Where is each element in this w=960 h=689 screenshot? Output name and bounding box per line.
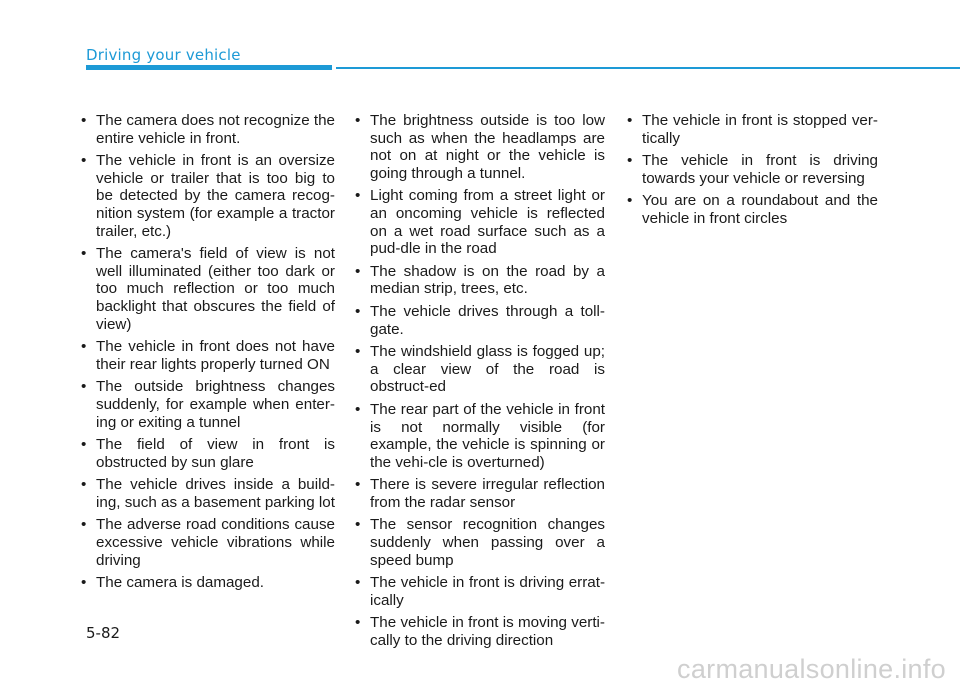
page-number: 5-82 [86,624,121,642]
bullet-dot-icon: • [81,378,87,396]
list-item [78,574,335,592]
bullet-dot-icon: • [355,574,361,592]
list-item [352,187,605,257]
bullet-dot-icon: • [355,400,361,418]
list-item [352,516,605,569]
list-item-text: The adverse road conditions cause excessive vehicle vibrations while driving [96,516,335,569]
list-item [78,516,335,569]
list-item [78,378,335,431]
list-item-text: The vehicle in front is an oversize vehicle or trailer that is too big to be detected by the camera recog-nition system (for example a tractor trailer, etc.) [96,152,335,240]
list-item-text: The outside brightness changes suddenly, for example when enter-ing or exiting a tunnel [96,378,335,431]
bullet-dot-icon: • [81,436,87,454]
list-item-text: The vehicle in front does not have their rear lights properly turned ON [96,338,335,373]
list-item-text: The shadow is on the road by a median strip, trees, etc. [370,262,605,298]
bullet-dot-icon: • [81,574,87,592]
list-item [624,152,878,187]
header-rule-thick [86,65,332,70]
watermark-text: carmanualsonline.info [677,654,946,684]
bullet-dot-icon: • [355,262,361,280]
list-item-text: Light coming from a street light or an oncoming vehicle is reflected on a wet road surface such as a pud-dle in the road [370,187,605,258]
list-item-text: The windshield glass is fogged up; a clear view of the road is obstruct-ed [370,343,605,396]
bullet-dot-icon: • [81,112,87,129]
list-item-text: The vehicle drives through a toll-gate. [370,302,605,338]
bullet-column-2 [352,112,605,655]
bullet-dot-icon: • [355,302,361,320]
list-item-text: The sensor recognition changes suddenly when passing over a speed bump [370,516,605,569]
list-item [352,476,605,511]
section-header-title: Driving your vehicle [86,46,241,64]
list-item-text: The rear part of the vehicle in front is not normally visible (for example, the vehicle is spinning or the vehi-cle is overturned) [370,400,605,471]
list-item [78,476,335,511]
list-item-text: The camera is damaged. [96,574,264,592]
bullet-dot-icon: • [81,476,87,494]
list-item-text: The brightness outside is too low such as when the headlamps are not on at night or the vehicle is going through a tunnel. [370,112,605,182]
list-item [352,574,605,609]
list-item-text: The vehicle in front is moving verti-cally to the driving direction [370,614,605,650]
bullet-dot-icon: • [81,338,87,356]
list-item [624,192,878,227]
bullet-dot-icon: • [627,152,633,170]
list-item [78,436,335,471]
list-item-text: The vehicle in front is stopped ver-tically [642,112,878,147]
list-item-text: The vehicle in front is driving errat-ically [370,574,605,609]
header-rule-thin [336,67,960,69]
list-item-text: The field of view in front is obstructed by sun glare [96,436,335,471]
list-item-text: You are on a roundabout and the vehicle in front circles [642,192,878,227]
list-item [78,112,335,147]
list-item [352,343,605,396]
bullet-column-1 [78,112,335,597]
list-item-text: The vehicle drives inside a build-ing, such as a basement parking lot [96,476,335,511]
bullet-dot-icon: • [627,112,633,129]
bullet-dot-icon: • [355,476,361,494]
list-item-text: The vehicle in front is driving towards your vehicle or reversing [642,152,878,187]
list-item-text: The camera's field of view is not well illuminated (either too dark or too much reflection or too much backlight that obscures the field of view) [96,245,335,333]
bullet-dot-icon: • [355,516,361,534]
list-item [78,245,335,333]
list-item [624,112,878,147]
bullet-dot-icon: • [627,192,633,210]
list-item [352,401,605,471]
list-item [352,263,605,298]
list-item-text: The camera does not recognize the entire vehicle in front. [96,112,335,147]
bullet-dot-icon: • [355,112,361,129]
bullet-dot-icon: • [355,614,361,632]
bullet-dot-icon: • [355,343,361,361]
list-item [352,614,605,649]
list-item [352,303,605,338]
bullet-dot-icon: • [81,152,87,170]
bullet-column-3 [624,112,878,233]
list-item [78,152,335,240]
bullet-dot-icon: • [81,245,87,263]
bullet-dot-icon: • [81,516,87,534]
list-item [352,112,605,182]
bullet-dot-icon: • [355,187,361,205]
list-item-text: There is severe irregular reflection from the radar sensor [370,476,605,511]
list-item [78,338,335,373]
